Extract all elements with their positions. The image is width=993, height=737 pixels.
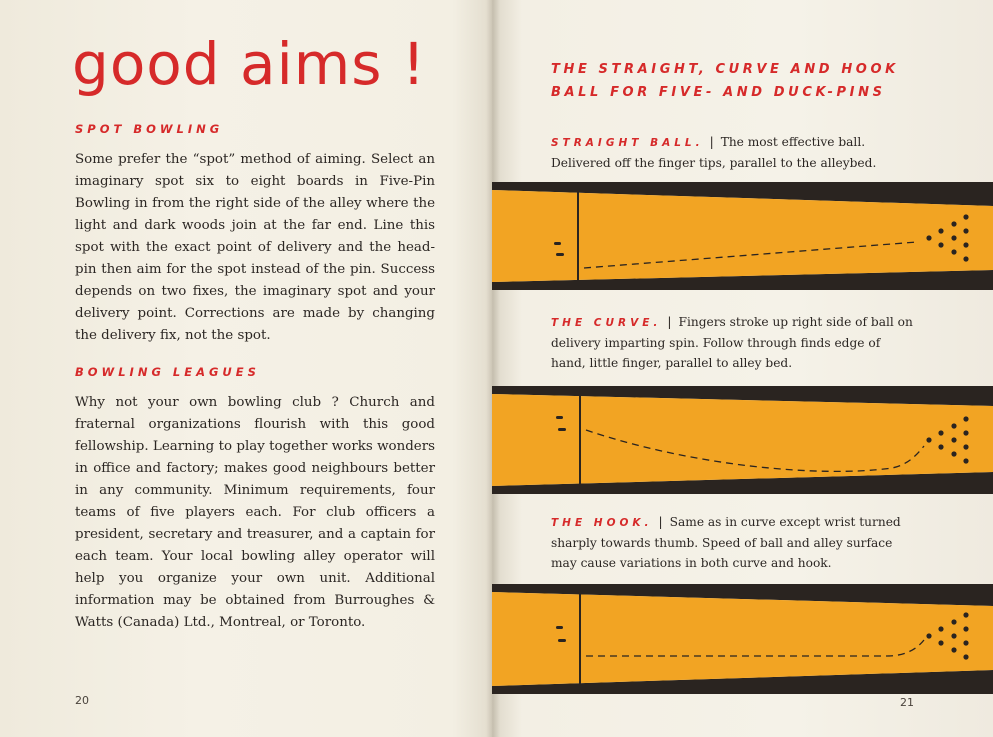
paragraph-spot-bowling: Some prefer the “spot” method of aiming. Select an imaginary spot six to eight boards in Five-Pin Bowling in from the right side of the alley where the light and dark woods join at the far end. Line this spot with the exact point of delivery and the head-pin then aim for the spot instead of the pin. Success depends on two fixes, the imaginary spot and your delivery point. Corrections are made by changing the delivery fix, not the spot. bbox=[75, 152, 435, 343]
hook-ball-label: THE HOOK. bbox=[551, 517, 653, 529]
alley-diagram-straight bbox=[492, 182, 993, 290]
left-page bbox=[0, 0, 492, 737]
right-title-line-2: BALL FOR FIVE- AND DUCK-PINS bbox=[551, 85, 886, 100]
curve-ball-text: Fingers stroke up right side of ball on delivery imparting spin. Follow through finds edge of hand, little finger, parallel to alley bed. bbox=[551, 315, 913, 370]
hook-ball-block bbox=[551, 512, 913, 573]
paragraph-bowling-leagues: Why not your own bowling club ? Church and fraternal organizations flourish with this good fellowship. Learning to play together works wonders in office and factory; makes good neighbours better in any community. Minimum requirements, four teams of five players each. For club officers a president, secretary and treasurer, and a captain for each team. Your local bowling alley operator will help you organize your own unit. Additional information may be obtained from Burroughes & Watts (Canada) Ltd., Montreal, or Toronto. bbox=[75, 395, 435, 630]
page-title: good aims ! bbox=[72, 30, 427, 98]
curve-ball-block bbox=[551, 312, 913, 373]
separator: | bbox=[709, 135, 714, 149]
heading-spot-bowling: SPOT BOWLING bbox=[75, 122, 224, 136]
curve-ball-label: THE CURVE. bbox=[551, 317, 662, 329]
page-number-left: 20 bbox=[75, 694, 89, 707]
alley-diagram-hook bbox=[492, 584, 993, 694]
hook-ball-text: Same as in curve except wrist turned sharply towards thumb. Speed of ball and alley surface may cause variations in both curve and hook. bbox=[551, 515, 901, 570]
right-title-line-1: THE STRAIGHT, CURVE AND HOOK bbox=[551, 62, 899, 77]
separator: | bbox=[667, 315, 672, 329]
separator: | bbox=[658, 515, 663, 529]
heading-bowling-leagues: BOWLING LEAGUES bbox=[75, 365, 260, 379]
straight-ball-label: STRAIGHT BALL. bbox=[551, 137, 704, 149]
page-number-right: 21 bbox=[900, 696, 914, 709]
straight-ball-block bbox=[551, 132, 913, 173]
right-page-title bbox=[551, 58, 899, 104]
alley-diagram-curve bbox=[492, 386, 993, 494]
straight-ball-text: The most effective ball. Delivered off the finger tips, parallel to the alleybed. bbox=[551, 135, 877, 170]
